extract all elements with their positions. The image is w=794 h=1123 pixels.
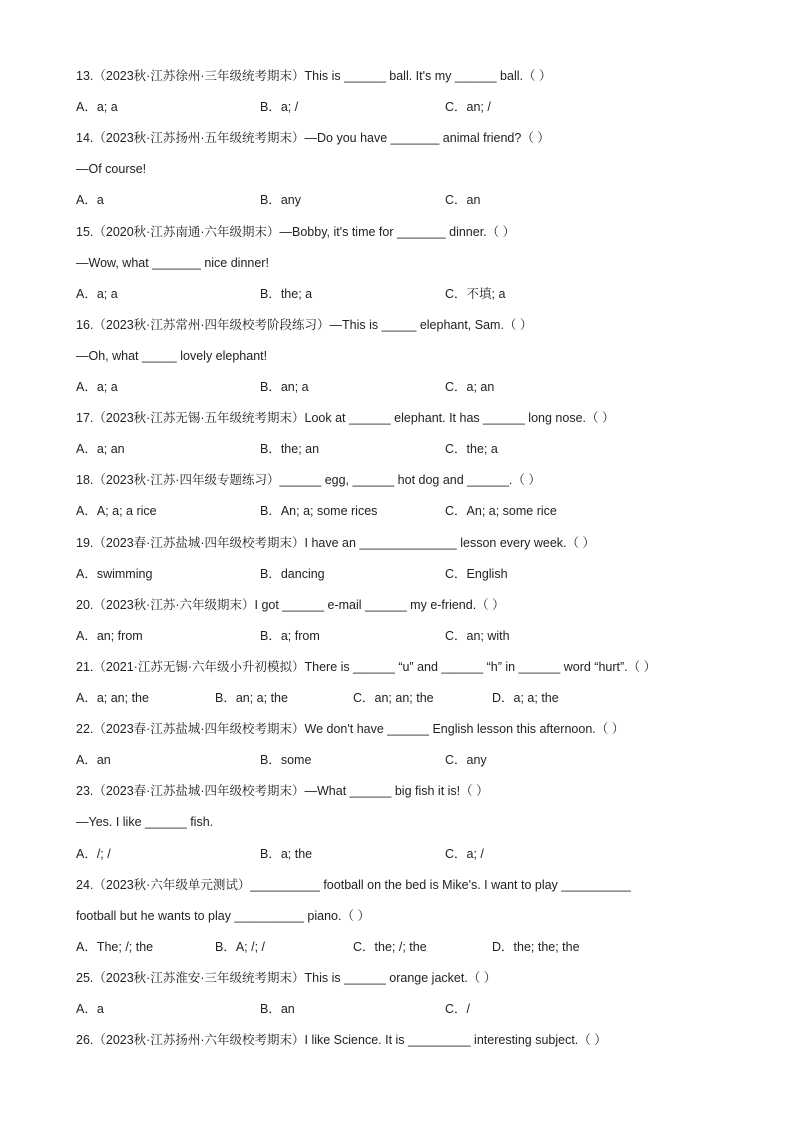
question-stem: 16.（2023秋·江苏常州·四年级校考阶段练习）—This is _____ elephant, Sam.（ ）: [76, 317, 533, 332]
option-a[interactable]: A．swimming: [76, 566, 153, 581]
answer-options: [76, 936, 734, 958]
option-b[interactable]: B．some: [260, 753, 312, 768]
question-stem: 17.（2023秋·江苏无锡·五年级统考期末）Look at ______ elephant. It has ______ long nose.（ ）: [76, 411, 615, 426]
question-text-line: football but he wants to play __________ piano.（ ）: [76, 908, 370, 923]
option-c[interactable]: C．/: [445, 1002, 471, 1016]
option-a[interactable]: A．a; a: [76, 286, 118, 301]
question-stem: 24.（2023秋·六年级单元测试）__________ football on the bed is Mike's. I want to play __________: [76, 877, 631, 892]
question-stem: 18.（2023秋·江苏·四年级专题练习）______ egg, ______ hot dog and ______.（ ）: [76, 473, 541, 488]
answer-options: [76, 283, 734, 305]
option-a[interactable]: A．a; a: [76, 100, 118, 115]
option-c[interactable]: C．the; a: [445, 442, 498, 457]
option-a[interactable]: A．a; a: [76, 380, 118, 394]
option-c[interactable]: C．an: [445, 193, 481, 208]
option-b[interactable]: B．the; an: [260, 442, 320, 457]
question-stem: 20.（2023秋·江苏·六年级期末）I got ______ e-mail ______ my e-friend.（ ）: [76, 597, 505, 612]
question-text-line: —Yes. I like ______ fish.: [76, 815, 214, 830]
question-stem: 15.（2020秋·江苏南通·六年级期末）—Bobby, it's time for _______ dinner.（ ）: [76, 224, 516, 239]
option-b[interactable]: B．An; a; some rices: [260, 504, 378, 519]
option-a[interactable]: A．a; an: [76, 442, 125, 457]
option-c[interactable]: C．an; an; the: [353, 691, 434, 705]
question-stem: 26.（2023秋·江苏扬州·六年级校考期末）I like Science. It is _________ interesting subject.（ ）: [76, 1033, 607, 1048]
option-b[interactable]: B．the; a: [260, 286, 313, 301]
answer-options: [76, 998, 734, 1020]
option-c[interactable]: C．the; /; the: [353, 939, 427, 954]
option-a[interactable]: A．A; a; a rice: [76, 504, 157, 519]
question-stem: 19.（2023春·江苏盐城·四年级校考期末）I have an ______________ lesson every week.（ ）: [76, 535, 595, 550]
option-c[interactable]: C．English: [445, 566, 508, 581]
option-c[interactable]: C．an; with: [445, 628, 510, 643]
option-b[interactable]: B．an; a; the: [215, 691, 288, 705]
option-b[interactable]: B．a; the: [260, 846, 313, 861]
option-d[interactable]: D．the; the; the: [492, 939, 580, 954]
answer-options: [76, 500, 734, 522]
option-a[interactable]: A．an; from: [76, 628, 143, 643]
option-b[interactable]: B．a; /: [260, 100, 299, 115]
option-c[interactable]: C．An; a; some rice: [445, 504, 557, 519]
answer-options: [76, 749, 734, 771]
question-stem: 25.（2023秋·江苏淮安·三年级统考期末）This is ______ orange jacket.（ ）: [76, 970, 497, 985]
option-b[interactable]: B．a; from: [260, 628, 320, 643]
question-stem: 13.（2023秋·江苏徐州·三年级统考期末）This is ______ ball. It's my ______ ball.（ ）: [76, 69, 552, 83]
answer-options: [76, 96, 734, 118]
question-stem: 22.（2023春·江苏盐城·四年级校考期末）We don't have ______ English lesson this afternoon.（ ）: [76, 722, 625, 737]
option-b[interactable]: B．an: [260, 1002, 295, 1016]
option-b[interactable]: B．an; a: [260, 380, 309, 394]
answer-options: [76, 625, 734, 647]
option-b[interactable]: B．A; /; /: [215, 939, 266, 954]
option-b[interactable]: B．dancing: [260, 566, 325, 581]
question-stem: 21.（2021·江苏无锡·六年级小升初模拟）There is ______ “u” and ______ “h” in ______ word “hurt”.（ ）: [76, 659, 657, 674]
answer-options: [76, 376, 734, 398]
answer-options: [76, 189, 734, 211]
option-a[interactable]: A．a: [76, 193, 104, 208]
answer-options: [76, 438, 734, 460]
option-d[interactable]: D．a; a; the: [492, 691, 559, 705]
option-c[interactable]: C．不填; a: [445, 286, 506, 301]
question-text-line: —Wow, what _______ nice dinner!: [76, 255, 269, 270]
option-c[interactable]: C．a; /: [445, 846, 484, 861]
answer-options: [76, 843, 734, 865]
option-c[interactable]: C．an; /: [445, 100, 491, 115]
option-a[interactable]: A．a: [76, 1002, 104, 1016]
option-a[interactable]: A．a; an; the: [76, 691, 149, 705]
option-c[interactable]: C．a; an: [445, 380, 495, 394]
option-a[interactable]: A．an: [76, 753, 111, 768]
question-text-line: —Of course!: [76, 162, 147, 177]
option-a[interactable]: A．The; /; the: [76, 939, 154, 954]
option-a[interactable]: A．/; /: [76, 846, 111, 861]
option-c[interactable]: C．any: [445, 753, 487, 768]
question-stem: 14.（2023秋·江苏扬州·五年级统考期末）—Do you have _______ animal friend?（ ）: [76, 131, 550, 146]
option-b[interactable]: B．any: [260, 193, 301, 208]
question-stem: 23.（2023春·江苏盐城·四年级校考期末）—What ______ big fish it is!（ ）: [76, 784, 489, 799]
answer-options: [76, 563, 734, 585]
answer-options: [76, 687, 734, 709]
question-text-line: —Oh, what _____ lovely elephant!: [76, 348, 268, 363]
